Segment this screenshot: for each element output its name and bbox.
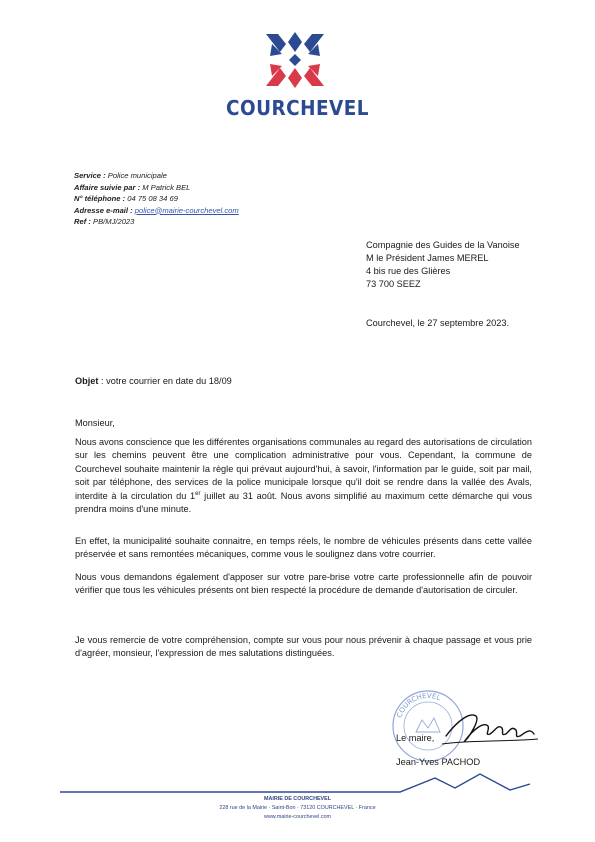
- footer-title: MAIRIE DE COURCHEVEL: [263, 796, 332, 802]
- paragraph-3: Nous vous demandons également d'apposer sur votre pare-brise votre carte professionnelle afin de pouvoir vérifier que tous les véhicules présents ont bien respecté la procédure de demande d'autorisation de circuler.: [75, 572, 532, 596]
- paragraph-2: En effet, la municipalité souhaite connaitre, en temps réels, le nombre de véhicules présents dans cette vallée préservée et sans remontées mécaniques, comme vous le soulignez dans votre courrier.: [75, 536, 532, 560]
- handwritten-signature: [440, 706, 540, 752]
- paragraph-4: Je vous remercie de votre compréhension, compte sur vous pour nous prévenir à chaque passage et vous prie d'agréer, monsieur, l'expression de mes salutations distinguées.: [75, 635, 532, 659]
- recipient-line: M le Président James MEREL: [366, 253, 489, 263]
- telephone-line: N° téléphone : 04 75 08 34 69: [74, 194, 178, 203]
- sender-info: [74, 170, 239, 228]
- recipient-line: 4 bis rue des Glières: [366, 266, 451, 276]
- service-line: Service : Police municipale: [74, 171, 167, 180]
- subject-line: [75, 376, 232, 386]
- recipient-address: [366, 239, 520, 291]
- reference-line: Ref : PB/MJ/2023: [74, 217, 135, 226]
- courchevel-logo-icon: [262, 30, 328, 90]
- email-link[interactable]: police@mairie-courchevel.com: [134, 205, 239, 215]
- subject-text: : votre courrier en date du 18/09: [98, 376, 232, 386]
- svg-text:COURCHEVEL: COURCHEVEL: [395, 691, 442, 719]
- footer: [0, 795, 595, 822]
- signatory-name: Jean-Yves PACHOD: [396, 757, 481, 767]
- paragraph-1: Nous avons conscience que les différentes organisations communales au regard des autorisations de circulation sur les chemins peuvent être une complication administrative pour vous. Cependant, la commune de Courchevel souhaite maintenir la règle qui prévaut aujourd'hui, à savoir, l'information par le guide, soit par mail, soit par téléphone, des services de la police municipale lorsque qu'il doit se rendre dans la vallée des Avals, interdite à la circulation du 1er juillet au 31 août. Nous avons simplifié au maximum cette démarche qui vous prendra moins d'une minute.: [75, 437, 532, 515]
- recipient-line: 73 700 SEEZ: [366, 279, 421, 289]
- email-line: Adresse e-mail : police@mairie-courchevel.com: [74, 205, 239, 215]
- subject-label: Objet: [75, 376, 99, 386]
- letter-date: Courchevel, le 27 septembre 2023.: [366, 318, 510, 328]
- signatory-role: Le maire,: [396, 733, 435, 743]
- footer-address: 228 rue de la Mairie · Saint-Bon · 73120 COURCHEVEL · France: [219, 805, 376, 811]
- brand-name: COURCHEVEL: [226, 96, 369, 120]
- recipient-line: Compagnie des Guides de la Vanoise: [366, 240, 520, 250]
- footer-website[interactable]: www.mairie-courchevel.com: [263, 814, 332, 820]
- affaire-line: Affaire suivie par : M Patrick BEL: [74, 182, 191, 192]
- salutation: Monsieur,: [75, 418, 115, 428]
